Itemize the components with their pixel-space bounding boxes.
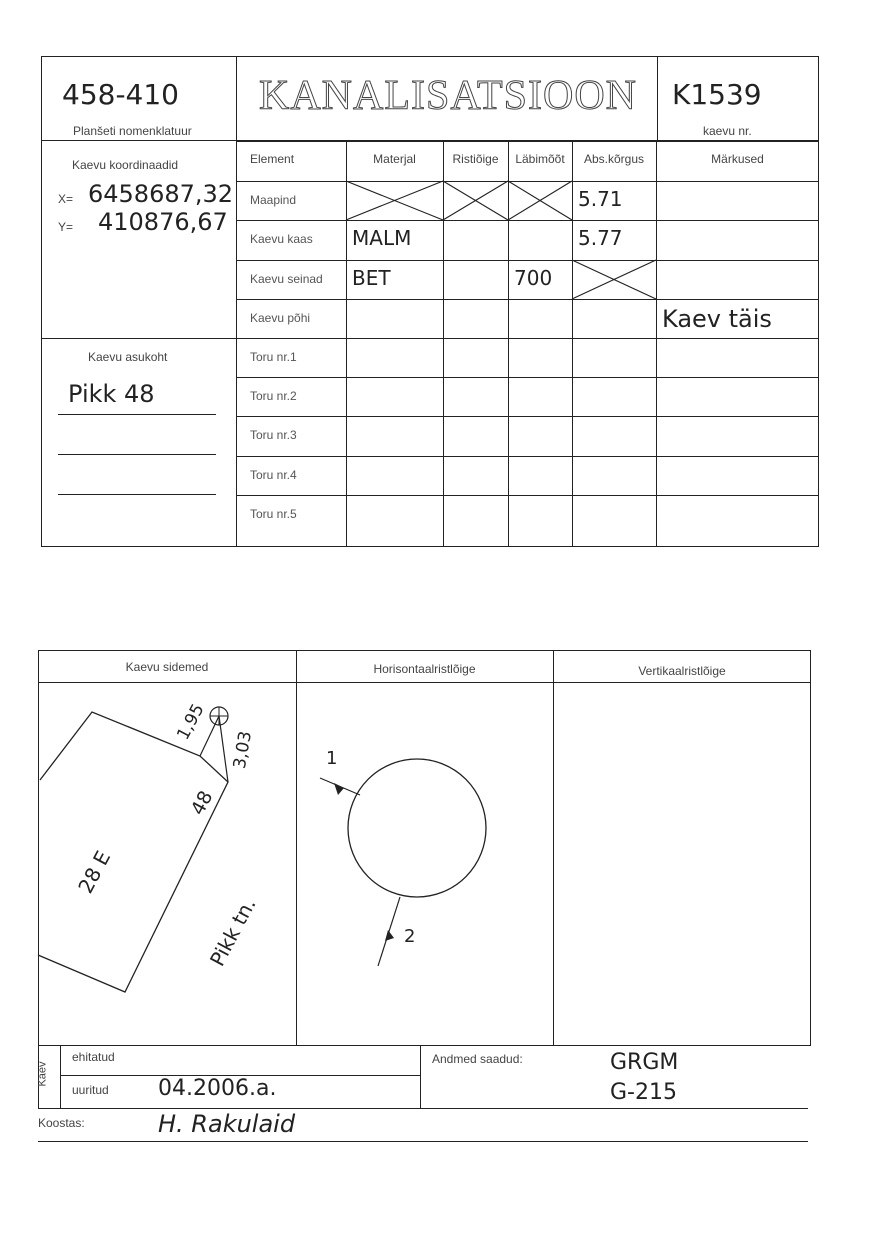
sketch-dim-1: 1,95 [173, 700, 209, 744]
section-vertical-label: Vertikaalristlõige [638, 664, 726, 678]
row-label: Kaevu põhi [250, 311, 311, 325]
section-ties-label: Kaevu sidemed [125, 660, 209, 674]
data-from-label: Andmed saadud: [432, 1052, 523, 1066]
location-label: Kaevu asukoht [88, 350, 168, 364]
surveyed-value: 04.2006.a. [158, 1076, 277, 1101]
sketch-dim-3: 48 [186, 787, 218, 819]
x-coordinate-value: 6458687,32 [88, 180, 234, 208]
compiled-label: Koostas: [38, 1116, 85, 1130]
row-label: Toru nr.2 [250, 389, 297, 403]
row-label: Toru nr.1 [250, 350, 297, 364]
surveyed-label: uuritud [72, 1083, 109, 1097]
well-cross-section [348, 759, 486, 897]
column-header-0: Element [250, 152, 295, 166]
sketch-street-label: Pikk tn. [204, 893, 261, 971]
well-number-label: kaevu nr. [703, 124, 752, 138]
column-header-2: Ristiõige [452, 152, 499, 166]
cell-markused: Kaev täis [662, 305, 772, 333]
cell-abs: 5.77 [578, 226, 623, 250]
coordinates-label: Kaevu koordinaadid [72, 158, 179, 172]
location-value: Pikk 48 [68, 380, 155, 408]
row-label: Kaevu seinad [250, 272, 323, 286]
data-from-value-2: G-215 [610, 1080, 677, 1105]
pipe-1-label: 1 [326, 748, 338, 769]
cell-labimoot: 700 [514, 266, 553, 290]
built-label: ehitatud [72, 1050, 115, 1064]
column-header-3: Läbimõõt [515, 152, 565, 166]
footer-side-label: Kaev [36, 1061, 49, 1087]
column-header-1: Materjal [373, 152, 416, 166]
y-prefix: Y= [58, 220, 74, 234]
row-label: Toru nr.5 [250, 507, 297, 521]
cell-abs: 5.71 [578, 187, 623, 211]
y-coordinate-value: 410876,67 [98, 208, 228, 236]
section-horizontal-label: Horisontaalristlõige [373, 662, 476, 676]
row-label: Maapind [250, 193, 297, 207]
data-from-value-1: GRGM [610, 1050, 679, 1075]
pipe-2-label: 2 [404, 926, 416, 947]
well-number-value: K1539 [672, 78, 762, 111]
nomenclature-label: Planšeti nomenklatuur [73, 124, 192, 138]
sketch-building-label: 28 E [73, 846, 116, 898]
form-title: KANALISATSIOON [259, 73, 637, 119]
row-label: Kaevu kaas [250, 232, 313, 246]
x-prefix: X= [58, 192, 74, 206]
cell-materjal: BET [352, 266, 391, 290]
compiled-value: H. Rakulaid [158, 1110, 296, 1138]
column-header-5: Märkused [711, 152, 764, 166]
pipe-1-arrow-icon [334, 783, 344, 795]
sketch-dim-2: 3,03 [229, 729, 257, 771]
row-label: Toru nr.3 [250, 428, 297, 442]
row-label: Toru nr.4 [250, 468, 297, 482]
column-header-4: Abs.kõrgus [583, 152, 645, 166]
cell-materjal: MALM [352, 226, 412, 250]
nomenclature-value: 458-410 [62, 78, 179, 111]
